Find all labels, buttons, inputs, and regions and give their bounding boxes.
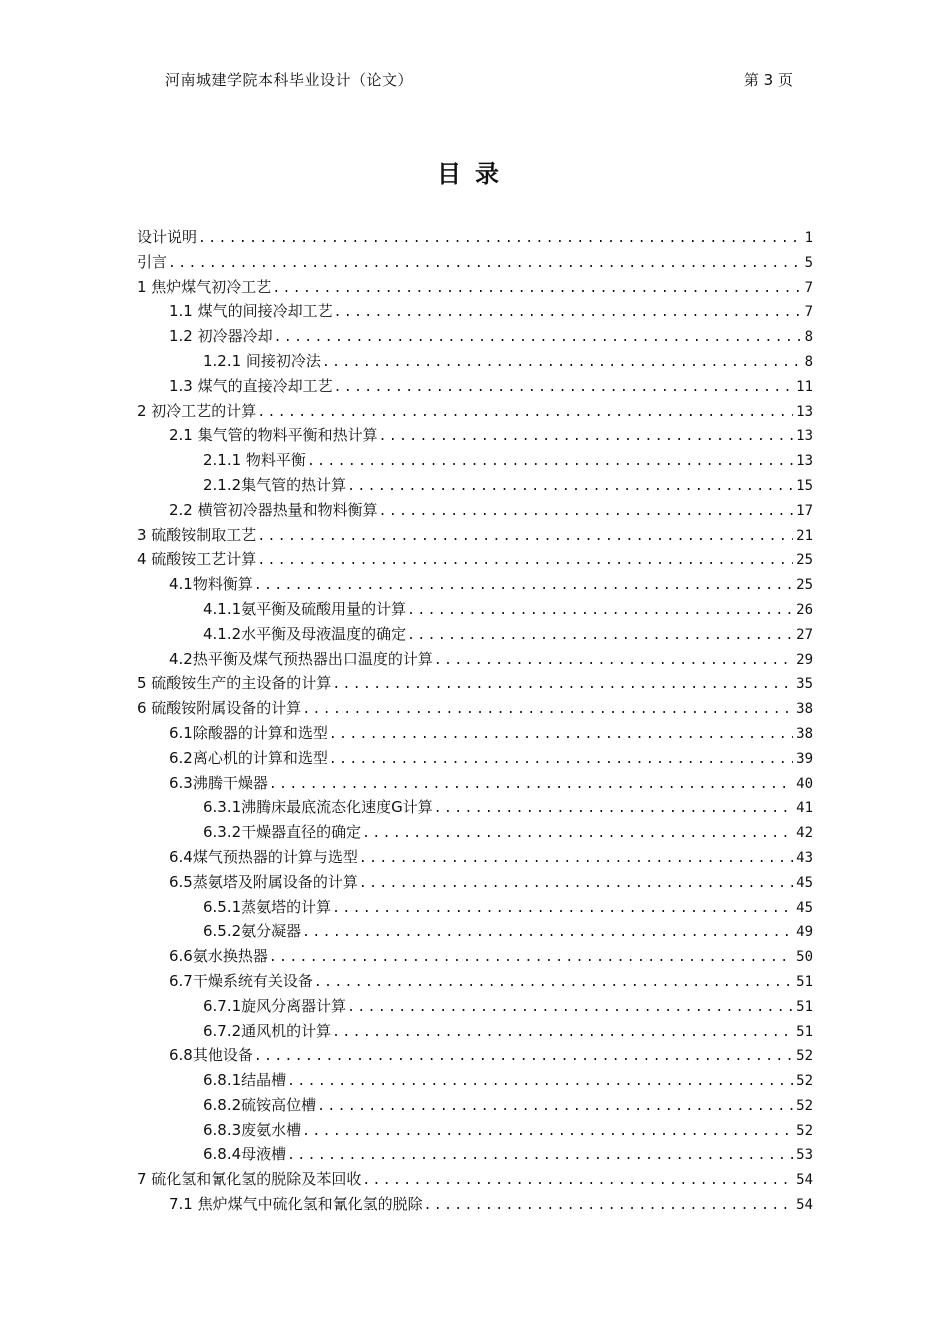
toc-entry[interactable] (137, 895, 813, 920)
toc-dot-leader (358, 872, 793, 895)
toc-entry-title: 2.1 集气管的物料平衡和热计算 (169, 423, 378, 448)
toc-entry-title: 6.8.3废氨水槽 (203, 1118, 301, 1143)
toc-entry[interactable] (137, 795, 813, 820)
toc-entry-title: 1.2 初冷器冷却 (169, 324, 273, 349)
toc-entry-title: 6.5蒸氨塔及附属设备的计算 (169, 870, 358, 895)
toc-entry[interactable] (137, 399, 813, 424)
toc-entry[interactable] (137, 473, 813, 498)
toc-entry-title: 6.7.2通风机的计算 (203, 1019, 331, 1044)
toc-dot-leader (306, 450, 793, 473)
toc-dot-leader (256, 525, 793, 548)
toc-dot-leader (333, 301, 802, 324)
toc-entry-page: 29 (796, 651, 813, 668)
toc-dot-leader (406, 624, 793, 647)
toc-dot-leader (253, 1045, 793, 1068)
toc-entry[interactable] (137, 820, 813, 845)
toc-entry-title: 6.1除酸器的计算和选型 (169, 721, 328, 746)
toc-entry[interactable] (137, 225, 813, 250)
toc-entry[interactable] (137, 448, 813, 473)
toc-entry-title: 6.5.1蒸氨塔的计算 (203, 895, 331, 920)
toc-entry-page: 53 (796, 1147, 813, 1164)
toc-entry-page: 21 (796, 527, 813, 544)
toc-entry-title: 2.1.1 物料平衡 (203, 448, 306, 473)
toc-dot-leader (256, 401, 793, 424)
toc-entry-page: 13 (796, 453, 813, 470)
toc-entry[interactable] (137, 299, 813, 324)
toc-entry-page: 35 (796, 676, 813, 693)
toc-dot-leader (361, 822, 793, 845)
toc-dot-leader (301, 1120, 793, 1143)
toc-dot-leader (313, 971, 793, 994)
toc-entry[interactable] (137, 250, 813, 275)
toc-entry-title: 4.1.2水平衡及母液温度的确定 (203, 622, 406, 647)
toc-entry-page: 25 (796, 577, 813, 594)
toc-entry-page: 45 (796, 874, 813, 891)
toc-dot-leader (331, 1021, 793, 1044)
toc-entry-title: 5 硫酸铵生产的主设备的计算 (137, 671, 331, 696)
toc-dot-leader (316, 1095, 793, 1118)
toc-entry[interactable] (137, 969, 813, 994)
toc-entry-page: 5 (804, 254, 813, 271)
toc-entry[interactable] (137, 696, 813, 721)
toc-entry[interactable] (137, 1118, 813, 1143)
toc-dot-leader (406, 599, 793, 622)
toc-entry-page: 54 (796, 1172, 813, 1189)
toc-entry-page: 54 (796, 1197, 813, 1214)
toc-entry-title: 1.1 煤气的间接冷却工艺 (169, 299, 333, 324)
toc-dot-leader (271, 277, 801, 300)
toc-entry-title: 4.1.1氨平衡及硫酸用量的计算 (203, 597, 406, 622)
toc-entry[interactable] (137, 1043, 813, 1068)
toc-entry[interactable] (137, 523, 813, 548)
toc-dot-leader (378, 425, 794, 448)
toc-entry-title: 6.5.2氨分凝器 (203, 919, 301, 944)
toc-entry-page: 52 (796, 1122, 813, 1139)
toc-dot-leader (301, 698, 793, 721)
toc-entry[interactable] (137, 671, 813, 696)
toc-entry-title: 6.6氨水换热器 (169, 944, 268, 969)
page-header (165, 68, 793, 92)
toc-dot-leader (358, 847, 793, 870)
toc-title: 目录 (437, 160, 513, 188)
toc-dot-leader (346, 475, 793, 498)
toc-entry[interactable] (137, 944, 813, 969)
toc-entry-title: 2.1.2集气管的热计算 (203, 473, 346, 498)
toc-entry-page: 11 (796, 378, 813, 395)
toc-entry[interactable] (137, 349, 813, 374)
toc-entry-title: 6.7.1旋风分离器计算 (203, 994, 346, 1019)
toc-entry-page: 52 (796, 1048, 813, 1065)
toc-entry-title: 6.8其他设备 (169, 1043, 253, 1068)
toc-entry-page: 49 (796, 924, 813, 941)
toc-entry[interactable] (137, 498, 813, 523)
toc-entry-page: 43 (796, 849, 813, 866)
header-page-number: 第 3 页 (743, 71, 793, 89)
toc-entry-page: 13 (796, 428, 813, 445)
toc-entry-title: 6.2离心机的计算和选型 (169, 746, 328, 771)
toc-entry-page: 7 (804, 304, 813, 321)
toc-entry-page: 15 (796, 477, 813, 494)
toc-entry-title: 6.8.2硫铵高位槽 (203, 1093, 316, 1118)
toc-entry[interactable] (137, 597, 813, 622)
toc-entry-page: 39 (796, 750, 813, 767)
toc-dot-leader (423, 1194, 794, 1217)
toc-entry-title: 2.2 横管初冷器热量和物料衡算 (169, 498, 378, 523)
toc-entry-page: 1 (804, 230, 813, 246)
toc-entry-page: 17 (796, 502, 813, 519)
toc-entry-title: 6.8.1结晶槽 (203, 1068, 286, 1093)
toc-dot-leader (328, 748, 793, 771)
toc-entry-title: 6.3.2干燥器直径的确定 (203, 820, 361, 845)
toc-entry-page: 52 (796, 1097, 813, 1114)
toc-entry-title: 1.2.1 间接初冷法 (203, 349, 321, 374)
toc-entry-title: 设计说明 (137, 225, 197, 250)
table-of-contents (137, 225, 813, 1217)
toc-dot-leader (346, 996, 793, 1019)
header-title: 河南城建学院本科毕业设计（论文） (165, 71, 414, 89)
toc-entry[interactable] (137, 870, 813, 895)
toc-entry[interactable] (137, 1093, 813, 1118)
toc-dot-leader (268, 946, 793, 969)
toc-entry[interactable] (137, 994, 813, 1019)
toc-entry-page: 40 (796, 775, 813, 792)
toc-entry-page: 38 (796, 701, 813, 718)
toc-dot-leader (321, 351, 802, 374)
toc-entry[interactable] (137, 622, 813, 647)
toc-entry-title: 引言 (137, 250, 167, 275)
toc-entry[interactable] (137, 1192, 813, 1217)
toc-dot-leader (361, 1169, 793, 1192)
toc-entry[interactable] (137, 572, 813, 597)
toc-entry-title: 6 硫酸铵附属设备的计算 (137, 696, 301, 721)
toc-entry-page: 26 (796, 601, 813, 618)
toc-entry-page: 52 (796, 1073, 813, 1090)
toc-entry[interactable] (137, 1068, 813, 1093)
toc-entry-title: 7 硫化氢和氰化氢的脱除及苯回收 (137, 1167, 361, 1192)
toc-entry-title: 1.3 煤气的直接冷却工艺 (169, 374, 333, 399)
toc-entry-page: 8 (804, 353, 813, 370)
toc-entry[interactable] (137, 374, 813, 399)
toc-entry-title: 2 初冷工艺的计算 (137, 399, 256, 424)
toc-entry-title: 6.7干燥系统有关设备 (169, 969, 313, 994)
toc-entry-page: 27 (796, 626, 813, 643)
toc-entry[interactable] (137, 647, 813, 672)
toc-dot-leader (273, 326, 802, 349)
toc-entry-page: 25 (796, 552, 813, 569)
toc-dot-leader (378, 500, 794, 523)
toc-entry[interactable] (137, 721, 813, 746)
toc-dot-leader (197, 227, 802, 250)
toc-entry[interactable] (137, 1167, 813, 1192)
toc-entry[interactable] (137, 746, 813, 771)
toc-dot-leader (433, 649, 793, 672)
toc-entry-page: 51 (796, 1023, 813, 1040)
toc-entry-page: 8 (804, 329, 813, 346)
toc-entry-page: 41 (796, 800, 813, 817)
toc-dot-leader (433, 797, 793, 820)
toc-entry[interactable] (137, 275, 813, 300)
toc-entry[interactable] (137, 1019, 813, 1044)
toc-entry-page: 42 (796, 825, 813, 842)
toc-entry-page: 13 (796, 403, 813, 420)
toc-entry-page: 7 (804, 279, 813, 296)
toc-dot-leader (328, 723, 793, 746)
toc-dot-leader (333, 376, 794, 399)
toc-entry-title: 4.1物料衡算 (169, 572, 253, 597)
toc-entry[interactable] (137, 324, 813, 349)
toc-entry-title: 3 硫酸铵制取工艺 (137, 523, 256, 548)
toc-entry-page: 38 (796, 725, 813, 742)
toc-entry[interactable] (137, 919, 813, 944)
toc-entry-title: 6.4煤气预热器的计算与选型 (169, 845, 358, 870)
toc-dot-leader (286, 1144, 793, 1167)
toc-entry-title: 6.8.4母液槽 (203, 1142, 286, 1167)
toc-entry-title: 7.1 焦炉煤气中硫化氢和氰化氢的脱除 (169, 1192, 423, 1217)
toc-dot-leader (167, 252, 802, 275)
toc-dot-leader (331, 897, 793, 920)
toc-entry[interactable] (137, 423, 813, 448)
toc-dot-leader (301, 921, 793, 944)
toc-entry-page: 51 (796, 998, 813, 1015)
toc-entry[interactable] (137, 771, 813, 796)
toc-dot-leader (256, 549, 793, 572)
toc-entry-page: 51 (796, 973, 813, 990)
toc-dot-leader (253, 574, 793, 597)
toc-entry-title: 6.3沸腾干燥器 (169, 771, 268, 796)
toc-dot-leader (268, 773, 793, 796)
toc-entry-page: 50 (796, 949, 813, 966)
toc-entry-title: 1 焦炉煤气初冷工艺 (137, 275, 271, 300)
toc-entry-page: 45 (796, 899, 813, 916)
toc-entry-title: 4.2热平衡及煤气预热器出口温度的计算 (169, 647, 433, 672)
toc-entry-title: 6.3.1沸腾床最底流态化速度G计算 (203, 795, 433, 820)
toc-entry[interactable] (137, 547, 813, 572)
toc-entry[interactable] (137, 845, 813, 870)
toc-dot-leader (286, 1070, 793, 1093)
toc-dot-leader (331, 673, 793, 696)
toc-entry[interactable] (137, 1142, 813, 1167)
toc-entry-title: 4 硫酸铵工艺计算 (137, 547, 256, 572)
